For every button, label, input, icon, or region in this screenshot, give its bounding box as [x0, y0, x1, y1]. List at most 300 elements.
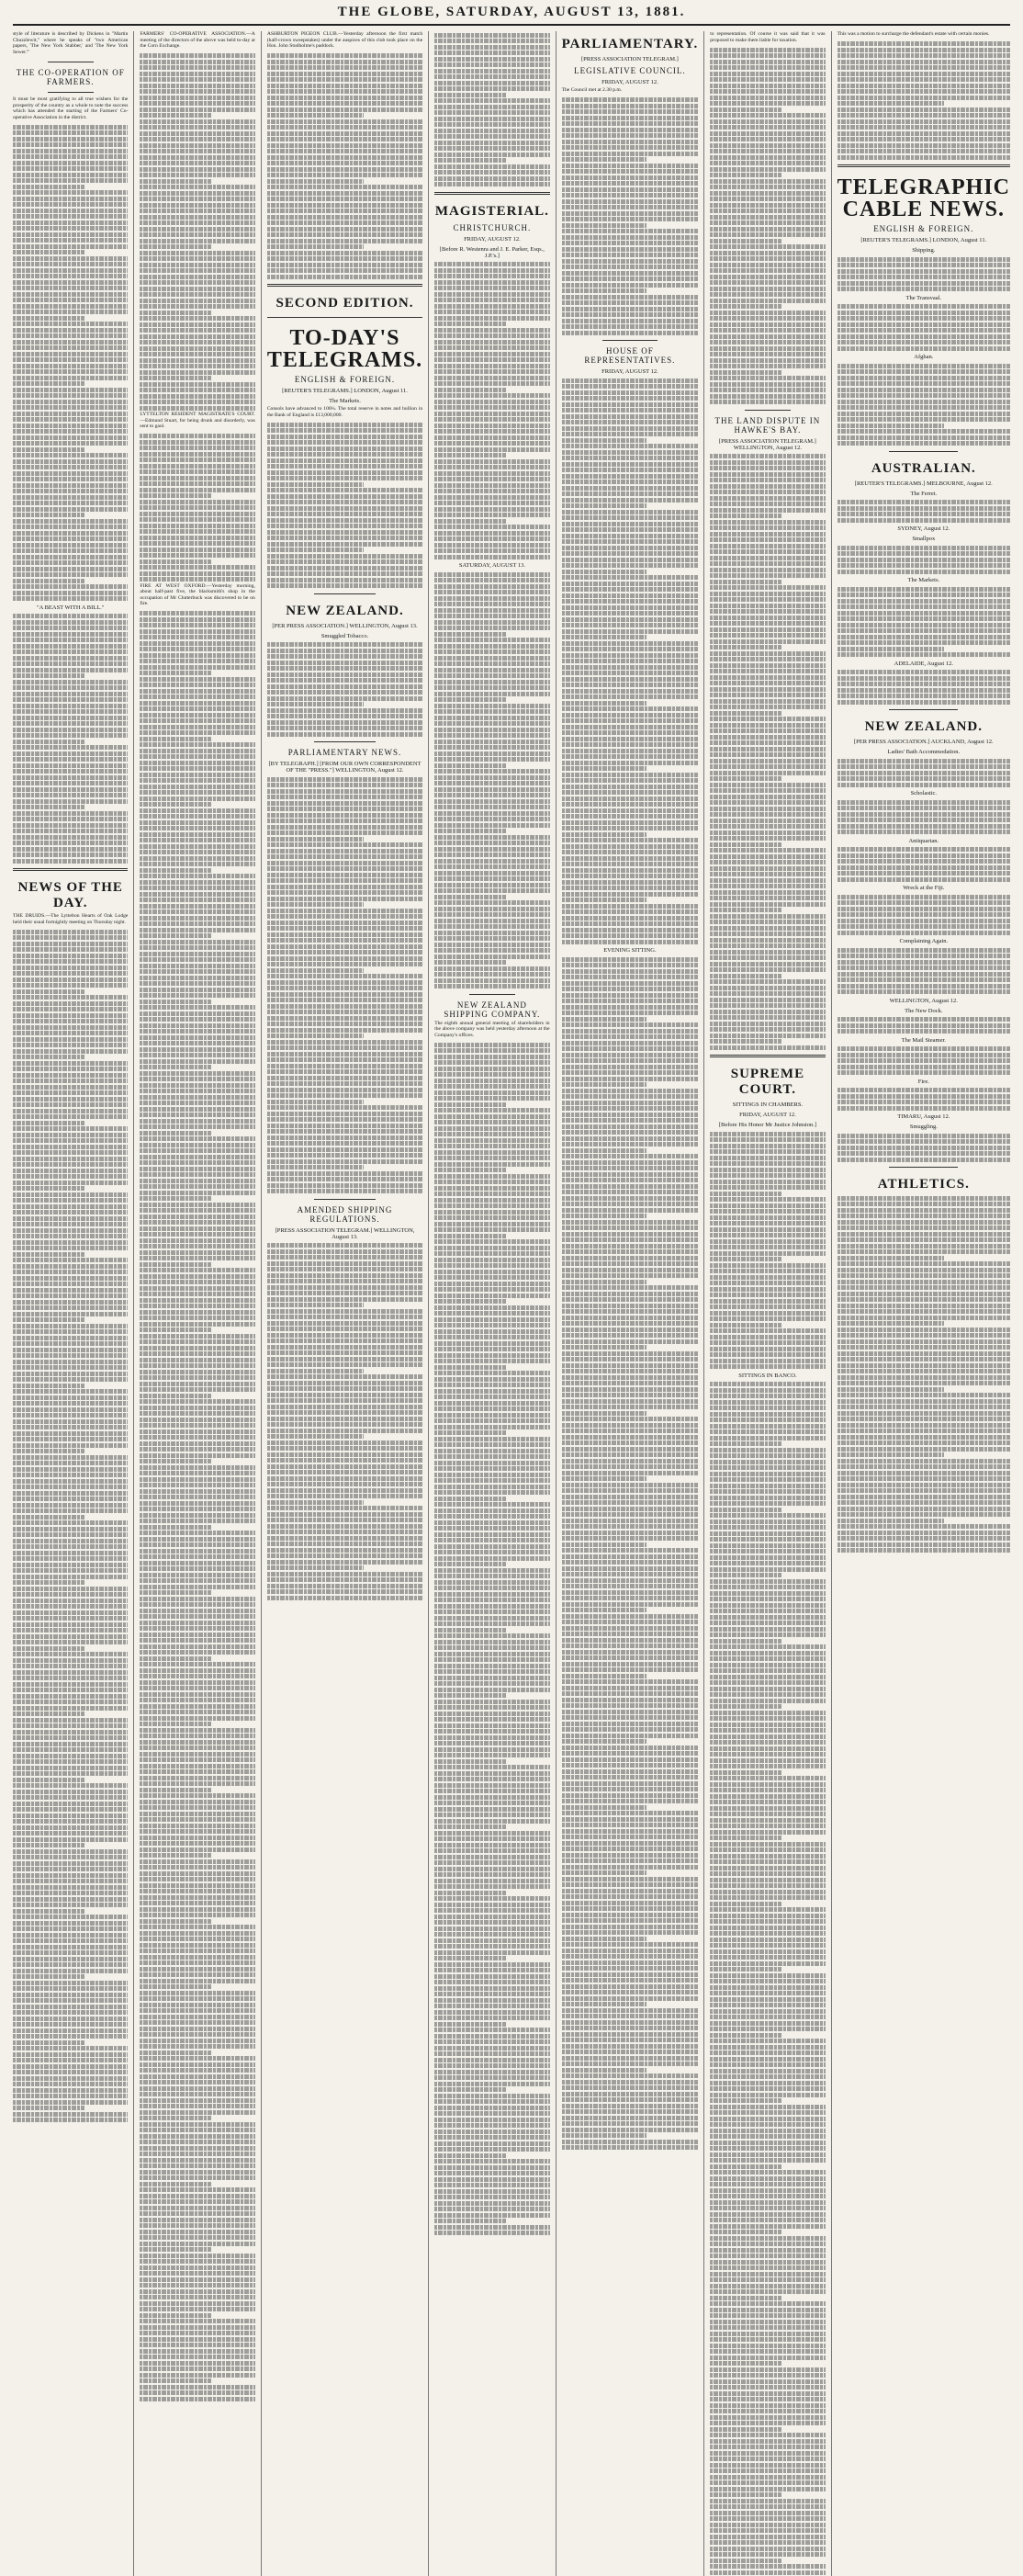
- text-line: [562, 1799, 699, 1803]
- text-line: [838, 972, 1010, 977]
- text-line: [710, 1549, 825, 1554]
- text-line: [267, 1494, 422, 1498]
- text-line: [140, 311, 211, 315]
- text-line: [267, 1004, 422, 1009]
- text-line: [838, 1261, 1010, 1266]
- text-line: [710, 2337, 825, 2342]
- text-line: [13, 1336, 128, 1340]
- text-line: [434, 548, 549, 553]
- text-line: [434, 74, 549, 79]
- text-line: [434, 280, 549, 285]
- text-line: [710, 1675, 825, 1679]
- text-block: [838, 1132, 1010, 1163]
- text-line: [434, 733, 549, 738]
- text-line: [140, 185, 254, 189]
- text-line: [710, 597, 825, 602]
- text-line: [140, 2056, 254, 2061]
- text-line: [267, 1417, 422, 1421]
- text-line: [434, 817, 549, 821]
- text-line: [710, 1340, 825, 1345]
- text-line: [13, 1849, 128, 1854]
- text-block: [267, 641, 422, 739]
- text-line: [13, 197, 128, 201]
- text-line: [838, 1309, 1010, 1314]
- text-line: [140, 505, 254, 510]
- text-line: [13, 751, 128, 756]
- reuter-dateline: [REUTER'S TELEGRAMS.] LONDON, August 11.: [267, 388, 422, 394]
- text-line: [13, 1580, 84, 1585]
- text-line: [562, 737, 699, 741]
- text-line: [434, 1287, 549, 1292]
- text-line: [267, 842, 422, 847]
- text-line: [267, 1589, 422, 1594]
- text-line: [838, 1023, 1010, 1028]
- text-line: [140, 1871, 254, 1876]
- text-line: [267, 244, 364, 249]
- timaru-dateline: TIMARU, August 12.: [838, 1113, 1010, 1120]
- text-line: [267, 1405, 422, 1409]
- text-line: [562, 1763, 699, 1768]
- text-line: [267, 191, 422, 196]
- text-line: [710, 1842, 825, 1847]
- text-line: [13, 560, 128, 565]
- text-line: [434, 936, 549, 941]
- text-line: [710, 1931, 825, 1936]
- text-line: [434, 638, 549, 642]
- text-line: [140, 440, 254, 445]
- text-line: [562, 551, 699, 556]
- text-line: [434, 1908, 549, 1913]
- text-line: [710, 1263, 825, 1268]
- text-line: [140, 2361, 254, 2366]
- text-line: [140, 790, 254, 795]
- text-line: [710, 460, 825, 465]
- text-line: [13, 1461, 128, 1465]
- text-line: [838, 1304, 1010, 1308]
- text-line: [710, 1895, 825, 1900]
- text-line: [562, 582, 699, 586]
- text-line: [562, 1488, 699, 1493]
- text-line: [562, 593, 699, 598]
- text-line: [140, 2349, 254, 2354]
- text-line: [562, 981, 699, 986]
- text-line: [562, 390, 699, 395]
- text-line: [562, 277, 699, 281]
- text-line: [13, 1950, 128, 1955]
- text-line: [710, 1644, 825, 1649]
- text-line: [710, 209, 825, 213]
- text-line: [710, 955, 825, 960]
- text-line: [267, 488, 422, 492]
- text-line: [13, 1831, 128, 1836]
- text-line: [710, 256, 825, 261]
- text-line: [434, 1712, 549, 1716]
- text-line: [140, 1836, 254, 1840]
- text-line: [434, 170, 549, 175]
- text-line: [838, 1393, 1010, 1397]
- text-line: [140, 2164, 254, 2168]
- text-line: [434, 1795, 549, 1800]
- text-line: [710, 854, 825, 859]
- text-line: [710, 2093, 825, 2097]
- text-line: [710, 1740, 825, 1745]
- text-line: [710, 2445, 825, 2449]
- text-line: [710, 227, 825, 232]
- text-line: [13, 1491, 128, 1496]
- text-line: [562, 808, 699, 813]
- text-line: [710, 836, 825, 841]
- text-line: [434, 1700, 549, 1704]
- text-line: [13, 471, 128, 476]
- text-line: [434, 650, 549, 654]
- text-line: [140, 2092, 254, 2096]
- text-line: [838, 1273, 1010, 1278]
- text-line: [562, 1817, 699, 1822]
- text-line: [434, 590, 549, 594]
- text-line: [434, 2231, 549, 2235]
- text-line: [434, 2201, 549, 2206]
- text-line: [434, 1210, 549, 1215]
- text-line: [710, 2367, 825, 2372]
- text-line: [140, 1805, 254, 1810]
- text-line: [13, 244, 128, 249]
- text-line: [434, 692, 549, 696]
- text-line: [434, 907, 549, 911]
- text-line: [267, 155, 422, 160]
- text-line: [434, 1556, 549, 1561]
- text-line: [838, 984, 1010, 989]
- text-line: [267, 1488, 422, 1493]
- text-line: [838, 77, 1010, 82]
- text-line: [267, 1577, 422, 1582]
- text-line: [13, 2010, 128, 2015]
- text-line: [13, 835, 128, 840]
- text-line: [434, 129, 549, 133]
- text-line: [434, 572, 549, 577]
- text-line: [434, 1962, 549, 1967]
- text-line: [838, 1441, 1010, 1445]
- text-line: [562, 2026, 699, 2030]
- text-line: [710, 1287, 825, 1292]
- text-line: [13, 495, 128, 500]
- text-line: [140, 1698, 254, 1702]
- text-line: [710, 1418, 825, 1422]
- text-line: [562, 295, 699, 299]
- text-line: [838, 1447, 1010, 1452]
- text-line: [710, 657, 825, 661]
- text-line: [710, 1364, 825, 1369]
- text-line: [267, 684, 422, 689]
- text-line: [434, 1144, 549, 1148]
- text-line: [710, 1472, 825, 1476]
- text-line: [838, 316, 1010, 321]
- text-line: [710, 113, 825, 118]
- text-line: [710, 1412, 825, 1417]
- text-line: [710, 203, 825, 208]
- text-line: [710, 621, 825, 626]
- text-line: [838, 441, 1010, 446]
- text-line: [710, 2403, 825, 2408]
- text-line: [140, 1519, 254, 1523]
- text-line: [710, 1352, 825, 1357]
- text-line: [13, 1957, 128, 1961]
- text-line: [267, 137, 422, 141]
- text-line: [13, 352, 128, 356]
- text-line: [140, 1883, 254, 1888]
- text-line: [562, 1966, 699, 1971]
- magisterial-heading: MAGISTERIAL.: [434, 204, 549, 220]
- text-line: [562, 1829, 699, 1834]
- text-line: [838, 1214, 1010, 1218]
- text-line: [267, 578, 422, 582]
- text-line: [267, 1518, 422, 1522]
- divider: [710, 1055, 825, 1057]
- text-line: [267, 1147, 422, 1152]
- text-line: [562, 1644, 699, 1648]
- text-line: [838, 84, 1010, 88]
- text-line: [710, 1907, 825, 1912]
- text-line: [140, 2116, 211, 2120]
- text-line: [838, 1459, 1010, 1463]
- text-line: [140, 2152, 254, 2156]
- text-line: [562, 414, 699, 419]
- text-line: [838, 113, 1010, 118]
- text-line: [838, 1500, 1010, 1505]
- antiquarian-heading: Antiquarian.: [838, 838, 1010, 844]
- text-line: [267, 554, 422, 559]
- text-line: [710, 1441, 781, 1446]
- text-line: [267, 476, 422, 480]
- text-line: [710, 1609, 825, 1613]
- text-line: [140, 220, 254, 225]
- text-line: [140, 161, 254, 165]
- text-line: [267, 1452, 422, 1457]
- text-line: [710, 2427, 781, 2432]
- text-line: [267, 726, 422, 730]
- text-line: [562, 265, 699, 269]
- text-line: [140, 84, 254, 88]
- text-line: [434, 2058, 549, 2062]
- text-line: [13, 1365, 128, 1370]
- text-line: [434, 268, 549, 273]
- text-line: [434, 1311, 549, 1316]
- text-line: [434, 1299, 506, 1304]
- text-line: [267, 256, 422, 261]
- text-line: [434, 2165, 549, 2170]
- text-line: [710, 2516, 825, 2521]
- text-line: [562, 1632, 699, 1636]
- text-line: [267, 950, 422, 955]
- nz-shipping-company-heading: NEW ZEALAND SHIPPING COMPANY.: [434, 1000, 549, 1019]
- text-line: [562, 766, 646, 771]
- text-line: [562, 1578, 699, 1583]
- text-line: [562, 2008, 699, 2013]
- text-line: [434, 424, 549, 428]
- text-line: [710, 340, 825, 345]
- text-line: [562, 1590, 699, 1595]
- text-line: [267, 1458, 422, 1463]
- text-line: [13, 388, 128, 392]
- text-line: [13, 1712, 84, 1716]
- markets-para: Consols have advanced to 100¼. The total reserve in notes and bullion in the Bank of England is £13,000,000.: [267, 406, 422, 418]
- text-line: [267, 789, 422, 794]
- text-line: [710, 1197, 825, 1202]
- text-line: [13, 447, 84, 452]
- text-line: [13, 1443, 128, 1448]
- text-line: [13, 763, 128, 768]
- text-line: [13, 2082, 128, 2086]
- text-line: [434, 835, 549, 840]
- text-line: [13, 1813, 128, 1818]
- text-line: [140, 2074, 254, 2079]
- text-line: [838, 412, 1010, 416]
- text-line: [710, 950, 825, 955]
- text-line: [562, 498, 699, 503]
- col2-para2: LYTTELTON RESIDENT MAGISTRATE'S COURT.—Edmund Stuart, for being drunk and disorderly, was sent to gaol.: [140, 412, 254, 430]
- text-line: [140, 1065, 211, 1069]
- text-line: [710, 275, 825, 279]
- text-line: [13, 1825, 128, 1830]
- text-line: [710, 400, 825, 404]
- text-line: [838, 143, 1010, 148]
- text-line: [13, 692, 128, 696]
- text-line: [13, 1915, 128, 1919]
- text-line: [13, 417, 128, 422]
- text-line: [13, 1067, 128, 1071]
- text-line: [434, 1282, 549, 1286]
- text-line: [267, 524, 422, 528]
- text-line: [710, 878, 825, 883]
- text-line: [267, 849, 422, 853]
- text-line: [140, 500, 254, 504]
- text-line: [434, 2207, 549, 2211]
- text-line: [838, 1106, 1010, 1111]
- text-line: [434, 2123, 549, 2128]
- text-line: [267, 672, 422, 677]
- text-line: [710, 1788, 825, 1792]
- text-line: [140, 1931, 254, 1936]
- text-line: [710, 1603, 825, 1608]
- text-line: [13, 1019, 128, 1023]
- text-line: [434, 441, 549, 446]
- text-line: [710, 926, 825, 931]
- text-line: [140, 844, 254, 849]
- text-line: [562, 975, 699, 979]
- text-line: [13, 316, 84, 321]
- text-line: [562, 1638, 699, 1643]
- text-line: [710, 2021, 825, 2026]
- text-line: [838, 563, 1010, 568]
- text-line: [838, 919, 1010, 923]
- text-line: [267, 956, 422, 961]
- text-line: [434, 2063, 549, 2068]
- text-line: [13, 859, 128, 864]
- text-line: [434, 1508, 549, 1513]
- text-line: [140, 571, 254, 576]
- markets-heading: The Markets.: [267, 398, 422, 404]
- text-line: [434, 164, 549, 169]
- text-line: [838, 119, 1010, 124]
- text-line: [434, 1502, 549, 1507]
- text-line: [140, 464, 254, 469]
- text-line: [13, 250, 84, 254]
- text-line: [562, 1596, 699, 1600]
- text-line: [838, 895, 1010, 899]
- text-line: [434, 453, 506, 458]
- text-line: [140, 1322, 254, 1327]
- text-line: [710, 2552, 825, 2557]
- divider: [13, 868, 128, 871]
- text-line: [562, 1882, 699, 1887]
- text-line: [562, 1662, 699, 1666]
- text-line: [267, 179, 364, 184]
- text-line: [838, 1094, 1010, 1099]
- text-line: [13, 1575, 128, 1579]
- new-zealand-heading: NEW ZEALAND.: [838, 719, 1010, 735]
- text-line: [710, 1567, 825, 1572]
- afghan-heading: Afghan.: [838, 354, 1010, 360]
- text-line: [13, 817, 128, 821]
- text-line: [140, 1208, 254, 1213]
- text-line: [13, 1085, 128, 1090]
- text-line: [13, 441, 128, 446]
- text-block: [838, 669, 1010, 706]
- text-line: [434, 1234, 506, 1238]
- column-1: [13, 31, 134, 2576]
- text-line: [267, 1548, 422, 1553]
- text-line: [434, 1544, 549, 1549]
- new-zealand-heading: NEW ZEALAND.: [267, 604, 422, 619]
- text-line: [140, 1179, 254, 1183]
- text-line: [710, 1328, 825, 1333]
- text-line: [267, 512, 422, 516]
- text-line: [434, 1514, 549, 1519]
- text-line: [140, 1614, 254, 1619]
- text-line: [562, 522, 699, 526]
- text-line: [710, 2069, 825, 2073]
- text-line: [13, 680, 128, 684]
- text-line: [710, 2523, 825, 2527]
- text-line: [140, 1203, 254, 1207]
- text-line: [434, 1329, 549, 1334]
- text-line: [140, 1573, 254, 1577]
- text-line: [710, 346, 825, 351]
- text-block: [13, 613, 128, 865]
- text-line: [434, 799, 549, 804]
- text-line: [140, 2271, 254, 2276]
- text-line: [267, 714, 422, 718]
- text-line: [140, 2223, 254, 2228]
- text-block: [838, 1016, 1010, 1035]
- text-line: [434, 146, 549, 151]
- text-line: [434, 680, 549, 684]
- text-line: [838, 1387, 945, 1392]
- text-line: [434, 417, 549, 422]
- text-line: [562, 1972, 699, 1977]
- text-line: [710, 2194, 825, 2198]
- text-line: [562, 1411, 646, 1416]
- text-line: [562, 1094, 699, 1099]
- text-line: [562, 1793, 699, 1798]
- text-line: [710, 84, 825, 88]
- text-line: [140, 358, 254, 363]
- text-line: [838, 812, 1010, 817]
- text-line: [562, 916, 699, 921]
- text-line: [13, 142, 128, 147]
- text-line: [562, 2068, 646, 2073]
- text-line: [710, 2325, 825, 2330]
- text-line: [434, 2004, 549, 2008]
